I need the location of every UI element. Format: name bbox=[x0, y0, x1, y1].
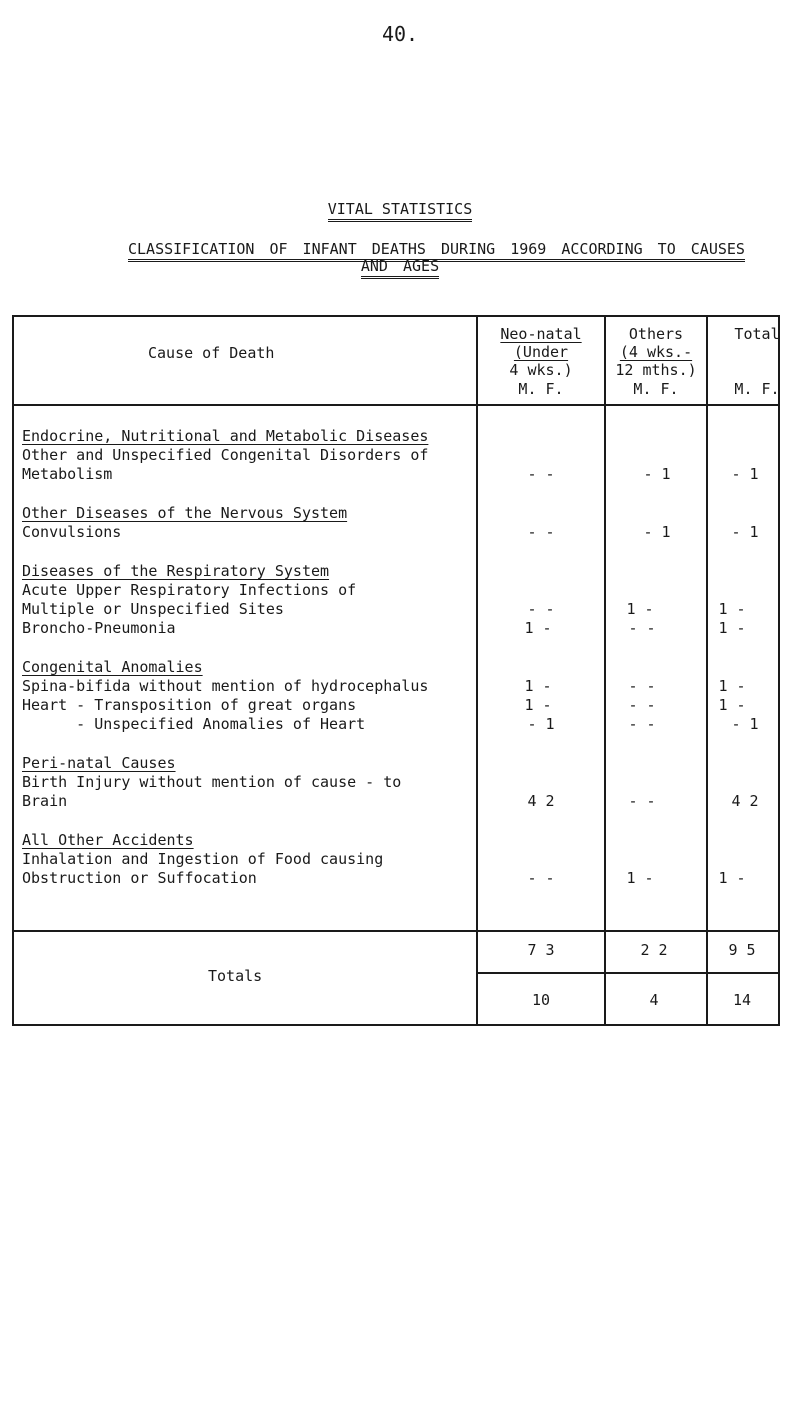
row-heart-transposition: Heart - Transposition of great organs bbox=[22, 696, 357, 714]
totals-others-mf: 2 2 bbox=[640, 941, 668, 959]
header-bottom-border bbox=[12, 404, 780, 406]
header-cause-of-death: Cause of Death bbox=[148, 344, 275, 362]
header-neo-natal: Neo-natal bbox=[500, 325, 582, 343]
row-convulsions-neo-natal: - - bbox=[527, 523, 555, 541]
row-spina-bifida: Spina-bifida without mention of hydrocephalus bbox=[22, 677, 429, 695]
row-spina-bifida-total: 1 - bbox=[718, 677, 746, 695]
table-subtitle-continued-text: AND AGES bbox=[361, 257, 439, 279]
row-birth-injury-line1: Birth Injury without mention of cause - to bbox=[22, 773, 402, 791]
section-heading-congenital: Congenital Anomalies bbox=[22, 658, 203, 676]
section-heading-peri-natal: Peri-natal Causes bbox=[22, 754, 176, 772]
row-convulsions: Convulsions bbox=[22, 523, 122, 541]
totals-label: Totals bbox=[208, 967, 263, 985]
header-neo-under: (Under bbox=[513, 343, 569, 361]
totals-total-mf: 9 5 bbox=[728, 941, 756, 959]
body-bottom-border bbox=[12, 930, 780, 932]
row-inhalation-total: 1 - bbox=[718, 869, 746, 887]
header-total: Total bbox=[734, 325, 780, 343]
row-heart-transposition-others: - - bbox=[628, 696, 656, 714]
row-metabolism-total: - 1 bbox=[731, 465, 759, 483]
row-broncho-others: - - bbox=[628, 619, 656, 637]
totals-neo-natal-mf: 7 3 bbox=[527, 941, 555, 959]
section-heading-accidents: All Other Accidents bbox=[22, 831, 194, 849]
totals-neo-natal-sum: 10 bbox=[531, 991, 551, 1009]
table-left-border bbox=[12, 315, 14, 1026]
row-heart-transposition-total: 1 - bbox=[718, 696, 746, 714]
header-others-mf: M. F. bbox=[633, 380, 679, 398]
row-heart-unspecified-total: - 1 bbox=[731, 715, 759, 733]
header-others-range: (4 wks.- bbox=[619, 343, 693, 361]
totals-others-sum: 4 bbox=[649, 991, 659, 1009]
row-metabolism-line2: Metabolism bbox=[22, 465, 113, 483]
page-title bbox=[0, 200, 800, 218]
column-divider-2 bbox=[604, 315, 606, 1026]
row-acute-upper-others: 1 - bbox=[626, 600, 654, 618]
row-acute-upper-total: 1 - bbox=[718, 600, 746, 618]
row-acute-upper-neo-natal: - - bbox=[527, 600, 555, 618]
row-broncho-pneumonia: Broncho-Pneumonia bbox=[22, 619, 176, 637]
table-right-border bbox=[778, 315, 780, 1026]
section-heading-respiratory: Diseases of the Respiratory System bbox=[22, 562, 330, 580]
row-inhalation-line1: Inhalation and Ingestion of Food causing bbox=[22, 850, 384, 868]
row-heart-unspecified: - Unspecified Anomalies of Heart bbox=[22, 715, 366, 733]
header-neo-mf: M. F. bbox=[518, 380, 564, 398]
table-subtitle-continued bbox=[0, 257, 800, 275]
row-inhalation-neo-natal: - - bbox=[527, 869, 555, 887]
row-convulsions-others: - 1 bbox=[643, 523, 671, 541]
row-acute-upper-line2: Multiple or Unspecified Sites bbox=[22, 600, 284, 618]
header-neo-weeks: 4 wks.) bbox=[509, 361, 573, 379]
section-heading-nervous-system: Other Diseases of the Nervous System bbox=[22, 504, 348, 522]
row-inhalation-line2: Obstruction or Suffocation bbox=[22, 869, 257, 887]
section-heading-endocrine: Endocrine, Nutritional and Metabolic Diseases bbox=[22, 427, 429, 445]
table-top-border bbox=[12, 315, 780, 317]
header-others: Others bbox=[628, 325, 684, 343]
page-number: 40. bbox=[381, 22, 419, 46]
row-metabolism-neo-natal: - - bbox=[527, 465, 555, 483]
row-broncho-neo-natal: 1 - bbox=[524, 619, 552, 637]
row-spina-bifida-others: - - bbox=[628, 677, 656, 695]
column-divider-1 bbox=[476, 315, 478, 1026]
row-birth-injury-others: - - bbox=[628, 792, 656, 810]
table-bottom-border bbox=[12, 1024, 780, 1026]
header-total-mf: M. F. bbox=[734, 380, 780, 398]
row-inhalation-others: 1 - bbox=[626, 869, 654, 887]
row-birth-injury-total: 4 2 bbox=[731, 792, 759, 810]
row-birth-injury-line2: Brain bbox=[22, 792, 68, 810]
row-metabolism-line1: Other and Unspecified Congenital Disorders of bbox=[22, 446, 429, 464]
header-others-months: 12 mths.) bbox=[615, 361, 697, 379]
totals-total-sum: 14 bbox=[732, 991, 752, 1009]
column-divider-3 bbox=[706, 315, 708, 1026]
totals-divider bbox=[478, 972, 780, 974]
row-spina-bifida-neo-natal: 1 - bbox=[524, 677, 552, 695]
row-heart-transposition-neo-natal: 1 - bbox=[524, 696, 552, 714]
row-heart-unspecified-neo-natal: - 1 bbox=[527, 715, 555, 733]
table-subtitle-text: CLASSIFICATION OF INFANT DEATHS DURING 1969 ACCORDING TO CAUSES bbox=[128, 240, 745, 262]
row-broncho-total: 1 - bbox=[718, 619, 746, 637]
row-heart-unspecified-others: - - bbox=[628, 715, 656, 733]
row-birth-injury-neo-natal: 4 2 bbox=[527, 792, 555, 810]
page-title-text: VITAL STATISTICS bbox=[328, 200, 473, 222]
row-metabolism-others: - 1 bbox=[643, 465, 671, 483]
row-convulsions-total: - 1 bbox=[731, 523, 759, 541]
table-subtitle bbox=[128, 240, 745, 258]
row-acute-upper-line1: Acute Upper Respiratory Infections of bbox=[22, 581, 357, 599]
